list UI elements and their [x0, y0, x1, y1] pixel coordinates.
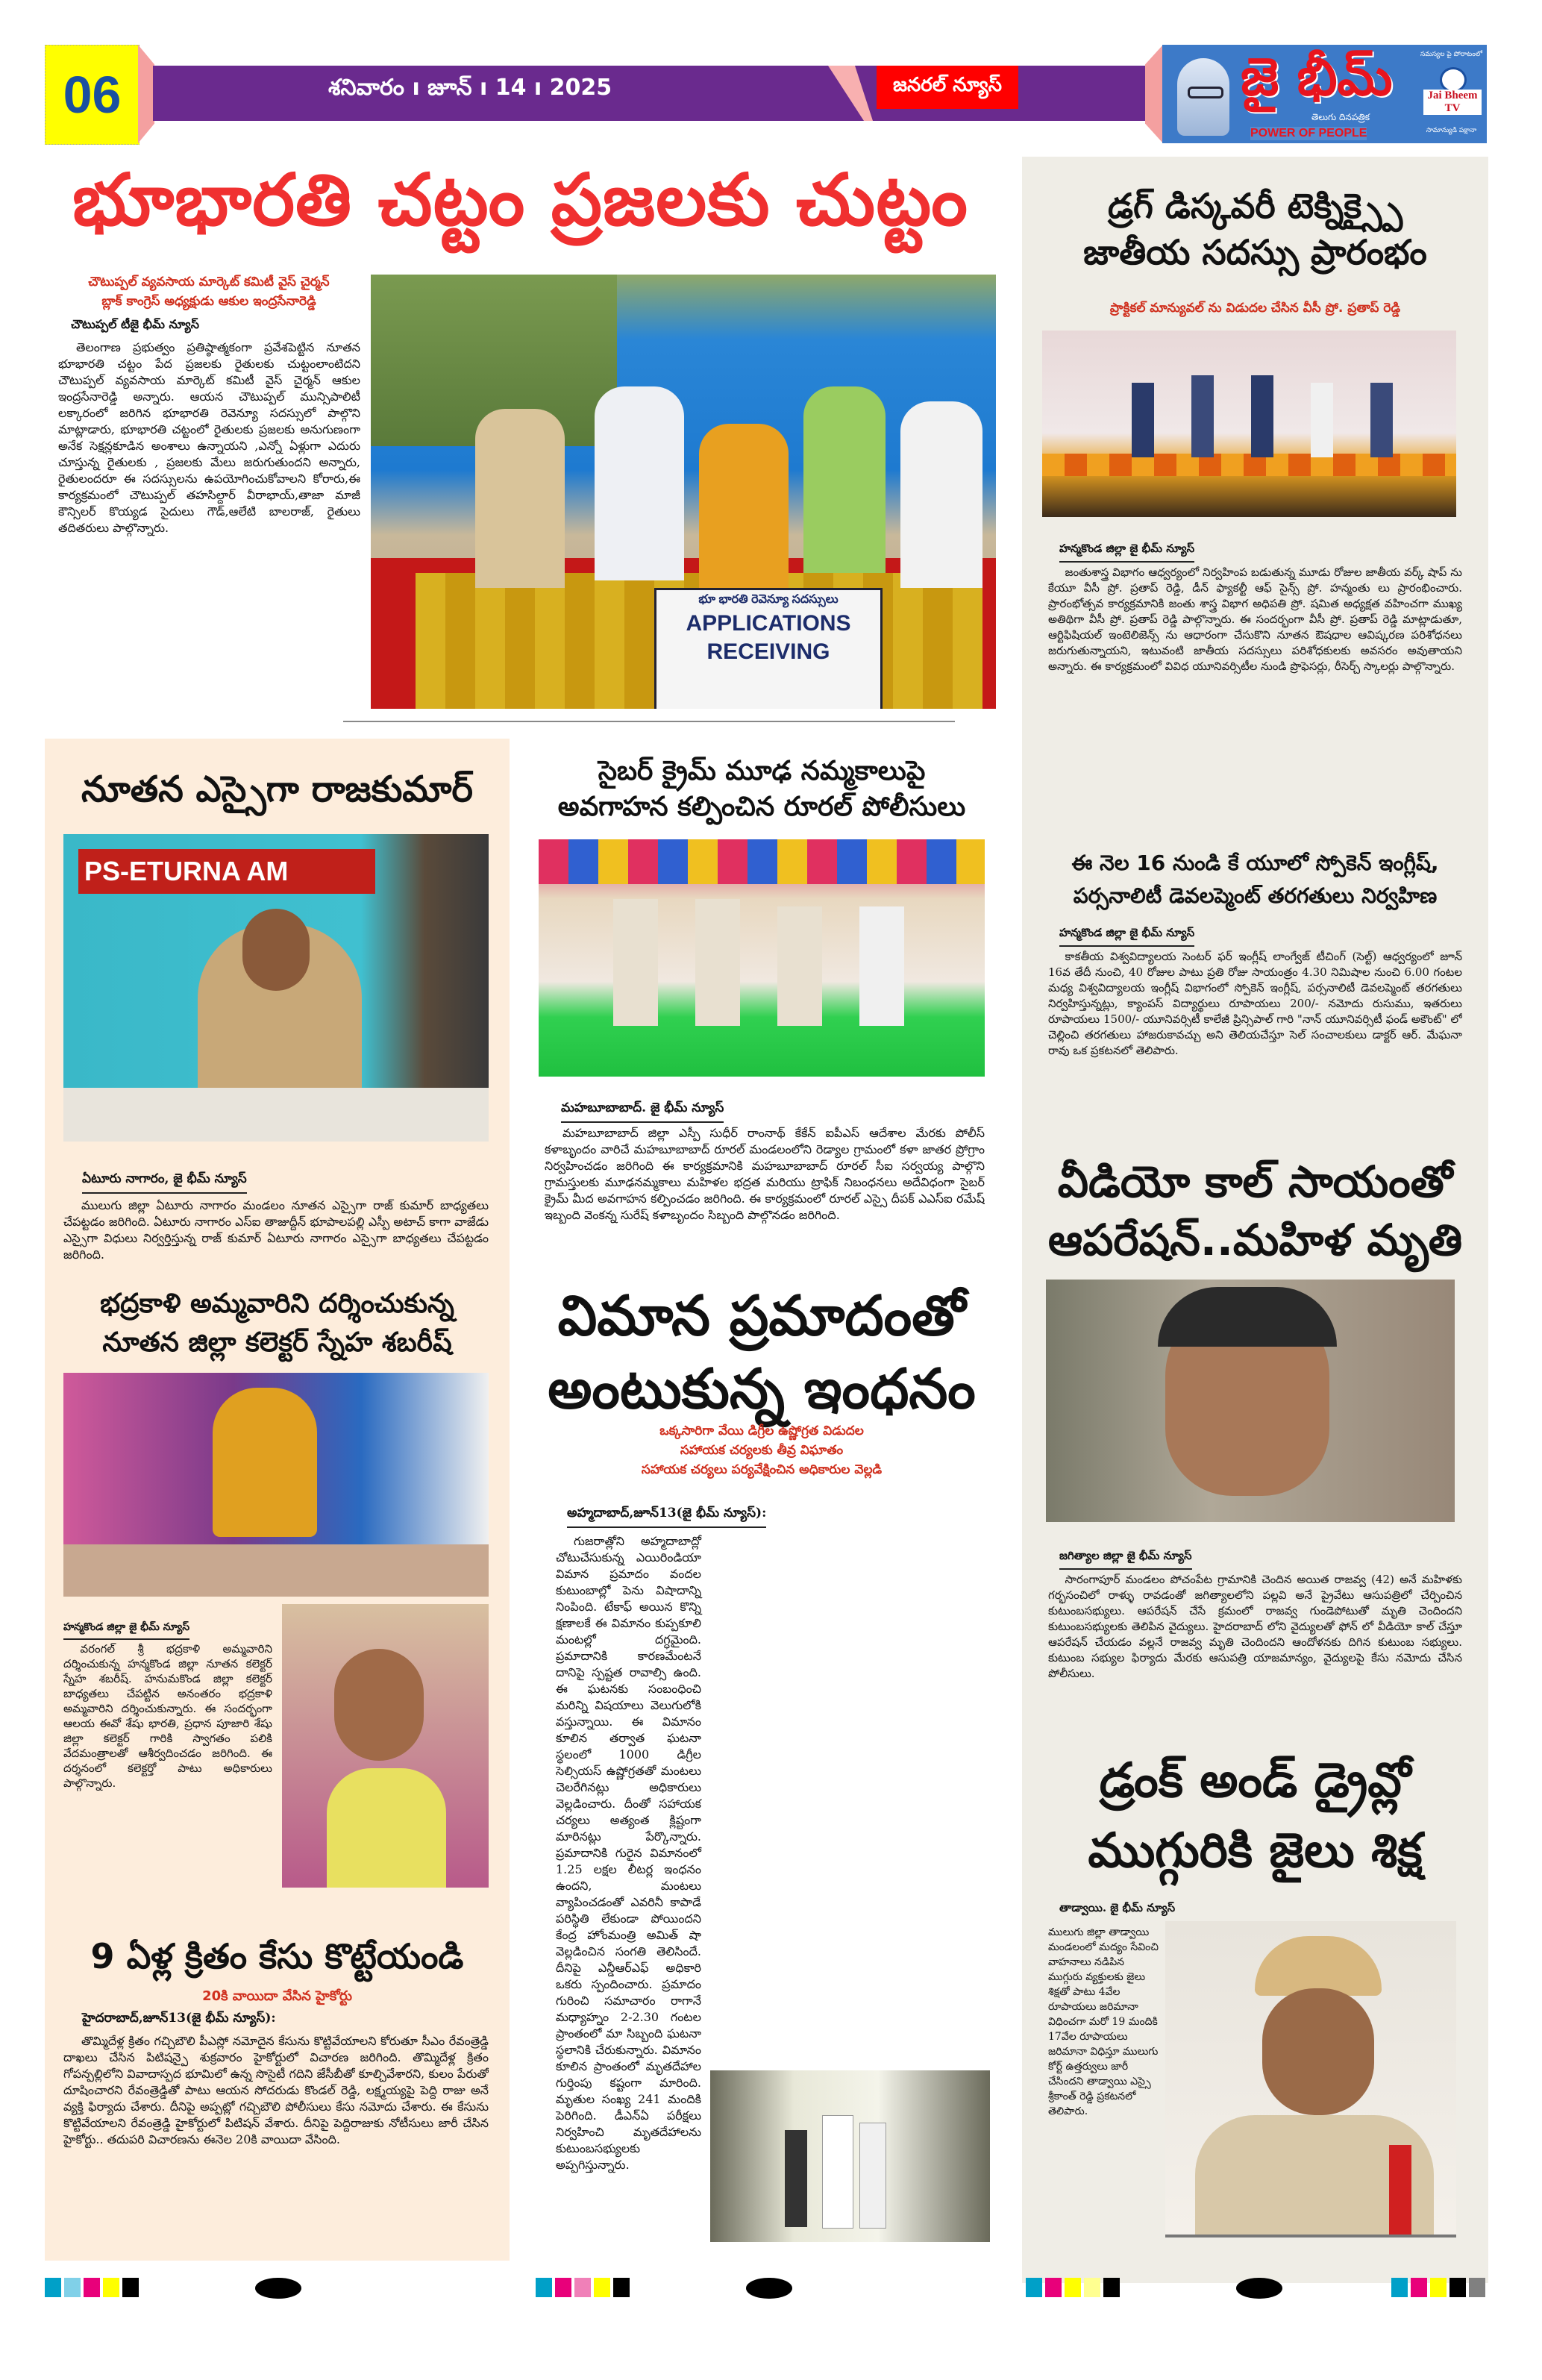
video-headline-2: ఆపరేషన్..మహిళ మృతి — [1047, 1215, 1463, 1265]
page-number: 06 — [45, 45, 140, 145]
cyber-headline — [527, 754, 996, 825]
cyber-dateline: మహబూబాబాద్. జై భీమ్ న్యూస్ — [561, 1100, 724, 1123]
drunk-body — [1048, 1925, 1160, 2246]
collector-photo — [282, 1604, 489, 1888]
lead-body-text: తెలంగాణ ప్రభుత్వం ప్రతిష్ఠాత్మకంగా ప్రవేశపెట్టిన నూతన భూభారతి చట్టం పేద ప్రజలకు రైతులకు చుట్టంలాంటిదని చౌటుప్పల్ వ్యవసాయ మార్కెట్ కమిటీ వైస్ చైర్మన్ ఆకుల ఇంద్రసేనారెడ్డి అన్నారు. ఆయన చౌటుప్పల్ మున్సిపాలిటీ లక్కారంలో జరిగిన భూభారతి రెవెన్యూ సదస్సులో పాల్గొని మాట్లాడారు, భూభారతి చట్టంలో రైతులకు ప్రజలకు అనుగుణంగా అనేక సెక్షన్లకూడిన అంశాలు ఉన్నాయని ,ఎన్నో ఏళ్లుగా ఎదురు చూస్తున్న రైతులకు , ప్రజలకు మేలు జరుగుతుందని అన్నారు, రైతులందరూ ఈ సదస్సులను ఉపయోగించుకోవాలని కోరారు,ఈ కార్యక్రమంలో చౌటుప్పల్ తహసిల్దార్ వీరాభాయ్,తాజా మాజీ కౌన్సిలర్ కొయ్యడ సైదులు గౌడ్,ఆలేటి బాలరాజ్, రైతులు తదితరులు పాల్గొన్నారు. — [58, 340, 360, 535]
plane-dateline: అహ్మదాబాద్,జూన్13(జై భీమ్ న్యూస్): — [567, 1506, 766, 1528]
drunk-headline-2: ముగ్గురికి జైలు శిక్ష — [1088, 1823, 1423, 1879]
logo-tv: Jai Bheem TV — [1423, 90, 1482, 115]
case-dateline: హైదరాబాద్,జూన్13(జై భీమ్ న్యూస్): — [82, 2011, 276, 2026]
si-dateline-wrap — [82, 1171, 247, 1194]
video-headline-1: వీడియో కాల్ సాయంతో — [1057, 1156, 1453, 1207]
color-bar-2 — [536, 2278, 633, 2300]
english-body — [1048, 949, 1462, 1098]
drunk-dateline: తాడ్వాయి. జై భీమ్ న్యూస్ — [1059, 1901, 1176, 1914]
lead-subhead-1: చౌటుప్పల్ వ్యవసాయ మార్కెట్ కమిటీ వైస్ చైర్మన్ — [88, 275, 330, 289]
collector-headline-2: నూతన జిల్లా కలెక్టర్ స్నేహ శబరీష్ — [102, 1327, 452, 1358]
logo-wedge — [1145, 45, 1163, 143]
drunk-body-text: ములుగు జిల్లా తాడ్వాయి మండలంలో మద్యం సేవించి వాహనాలు నడిపిన ముగ్గురు వ్యక్తులకు జైలు శిక్షతో పాటు 4వేల రూపాయలు జరిమానా విధించగా మరో 19 మందికి 17వేల రూపాయలు జరిమానా విధిస్తూ ములుగు కోర్ట్ ఉత్తర్వులు జారీ చేసిందని తాడ్వాయి ఎస్సై శ్రీకాంత్ రెడ్డి ప్రకటనలో తెలిపారు. — [1048, 1926, 1159, 2117]
case-subhead: 20కి వాయిదా వేసిన హైకోర్టు — [202, 1988, 352, 2004]
video-body — [1048, 1572, 1462, 1732]
cyber-headline-1: సైబర్ క్రైమ్ మూఢ నమ్మకాలుపై — [598, 756, 926, 786]
si-dateline: ఏటూరు నాగారం, జై భీమ్ న్యూస్ — [82, 1171, 247, 1194]
logo-name: జై భీమ్ — [1241, 46, 1393, 107]
victim-photo — [1046, 1280, 1455, 1522]
applications-sign — [654, 588, 883, 709]
police-officer-photo — [1165, 1921, 1456, 2237]
drug-headline — [1022, 183, 1488, 275]
plane-subhead-3: సహాయక చర్యలు పర్యవేక్షించిన అధికారుల వెల్లడి — [641, 1462, 883, 1477]
english-dateline: హన్మకొండ జిల్లా జై భీమ్ న్యూస్ — [1059, 926, 1194, 947]
si-photo — [63, 834, 489, 1142]
color-bar-3 — [1026, 2278, 1123, 2300]
english-headline-1: ఈ నెల 16 నుండి కే యూలో స్పోకెన్ ఇంగ్లీష్, — [1071, 851, 1439, 875]
color-bar-1 — [45, 2278, 142, 2300]
collector-body-text: వరంగల్ శ్రీ భద్రకాళి అమ్మవారిని దర్శించుకున్న హన్మకొండ జిల్లా నూతన కలెక్టర్ స్నేహ శబరీష్. హనుమకొండ జిల్లా కలెక్టర్ బాధ్యతలు చేపట్టిన అనంతరం భద్రకాళి అమ్మవారిని దర్శించుకున్నారు. ఈ సందర్భంగా ఆలయ ఈవో శేషు భారతి, ప్రధాన పూజారి శేషు జిల్లా కలెక్టర్ గారికి స్వాగతం పలికి వేదమంత్రాలతో ఆశీర్వదించడం జరిగింది. ఈ దర్శనంలో కలెక్టర్తో పాటు అధికారులు పాల్గొన్నారు. — [63, 1642, 272, 1790]
sign-line-2: APPLICATIONS — [686, 611, 851, 636]
plane-body-text: గుజరాత్లోని అహ్మదాబాద్లో చోటుచేసుకున్న ఎయిరిండియా విమాన ప్రమాదం వందల కుటుంబాల్లో పెను విషాదాన్ని నింపింది. టేకాఫ్ అయిన కొన్ని క్షణాలకే ఈ విమానం కుప్పకూలి మంటల్లో దగ్ధమైంది. ప్రమాదానికి కారణమేంటనే దానిపై స్పష్టత రావాల్సి ఉంది. ఈ ఘటనకు సంబంధించి మరిన్ని విషయాలు వెలుగులోకి వస్తున్నాయి. ఈ విమానం కూలిన తర్వాత ఘటనా స్థలంలో 1000 డిగ్రీల సెల్సియస్ ఉష్ణోగ్రతతో మంటలు చెలరేగినట్లు అధికారులు వెల్లడించారు. దీంతో సహాయక చర్యలు అత్యంత క్లిష్టంగా మారినట్లు పేర్కొన్నారు. ప్రమాదానికి గురైన విమానంలో 1.25 లక్షల లీటర్ల ఇంధనం ఉందని, మంటలు వ్యాపించడంతో ఎవరినీ కాపాడే పరిస్థితి లేకుండా పోయిందని కేంద్ర హోంమంత్రి అమిత్ షా వెల్లడించిన సంగతి తెలిసిందే. దీనిపై ఎన్డీఆర్ఎఫ్ అధికారి ఒకరు స్పందించారు. ప్రమాదం గురించి సమాచారం రాగానే మధ్యాహ్నం 2-2.30 గంటల ప్రాంతంలో మా సిబ్బంది ఘటనా స్థలానికి చేరుకున్నారు. విమానం కూలిన ప్రాంతంలో మృతదేహాల గుర్తింపు కష్టంగా మారింది. మృతుల సంఖ్య 241 మందికి పెరిగింది. డీఎన్ఏ పరీక్షలు నిర్వహించి మృతదేహాలను కుటుంబసభ్యులకు అప్పగిస్తున్నారు. — [556, 1534, 701, 2172]
registration-mark-2 — [746, 2278, 792, 2299]
registration-mark-1 — [255, 2278, 301, 2299]
plane-subhead-1: ఒక్కసారిగా వేయి డిగ్రీల ఉష్ణోగ్రత విడుదల — [659, 1424, 864, 1438]
hospital-corridor-photo — [710, 2070, 990, 2242]
video-headline — [1022, 1153, 1488, 1269]
case-body-text: తొమ్మిదేళ్ల క్రితం గచ్చిబౌలి పీఎస్లో నమోదైన కేసును కొట్టివేయాలని కోరుతూ సీఎం రేవంత్రెడ్డి దాఖలు చేసిన పిటిషన్పై శుక్రవారం హైకోర్టులో విచారణ జరిగింది. తొమ్మిదేళ్ల క్రితం గోపన్పల్లిలోని వివాదాస్పద భూమిలో ఉన్న సొసైటీ గదిని జేసీబీతో కూల్చివేశారని, కులం పేరుతో దూషించారని రేవంత్రెడ్డితో పాటు ఆయన సోదరుడు కొండల్ రెడ్డి, లక్ష్మయ్యపై పెద్ది రాజు అనే వ్యక్తి ఫిర్యాదు చేశారు. దీనిపై అప్పట్లో గచ్చిబౌలి పోలీసులు కేసు నమోదు చేశారు. ఈ కేసును కొట్టివేయాలని రేవంత్రెడ్డి హైకోర్టులో పిటిషన్ వేశారు. దీనిపై పెద్దిరాజుకు నోటీసులు జారీ చేసిన హైకోర్టు.. తదుపరి విచారణను ఈనెల 20కి వాయిదా వేసింది. — [63, 2034, 489, 2146]
sign-line-1: భూ భారతి రెవెన్యూ సదస్సులు — [698, 593, 839, 606]
logo-subtitle: తెలుగు దినపత్రిక — [1311, 112, 1370, 122]
divider — [343, 721, 955, 722]
emblem-icon — [1440, 67, 1467, 93]
registration-mark-3 — [1236, 2278, 1282, 2299]
logo-side-top: సమస్యల పై పోరాటంలో — [1420, 51, 1483, 58]
lead-subhead-2: బ్లాక్ కాంగ్రెస్ అధ్యక్షుడు ఆకుల ఇంద్రసేనారెడ్డి — [101, 294, 316, 309]
cyber-photo — [539, 839, 985, 1077]
drug-dateline: హన్మకొండ జిల్లా జై భీమ్ న్యూస్ — [1059, 542, 1194, 563]
newspaper-logo — [1162, 45, 1487, 143]
plane-subhead-2: సహాయక చర్యలకు తీవ్ర విఘాతం — [680, 1443, 844, 1458]
police-station-sign: PS-ETURNA AM — [78, 849, 375, 894]
drunk-headline — [1022, 1746, 1488, 1886]
ambedkar-portrait — [1177, 58, 1229, 136]
cyber-body-text: మహబూబాబాద్ జిల్లా ఎస్పీ సుధీర్ రాంనాథ్ కేకేన్ ఐపీఎస్ ఆదేశాల మేరకు పోలీస్ కళాబృందం వారిచే మహబూబాబాద్ రూరల్ మండలంలోని రెడ్యాల గ్రామంలో కళా జాతర ప్రోగ్రాం నిర్వహించడం జరిగింది ఈ కార్యక్రమానికి మహబూబాబాద్ రూరల్ సీఐ సర్వయ్య పాల్గొని గ్రామస్తులకు మూఢనమ్మకాలు మహిళల భద్రత మరియు ట్రాఫిక్ నిబంధనలు అదేవిధంగా సైబర్ క్రైమ్ మీద అవగాహన కల్పించడం జరిగింది. ఈ కార్యక్రమంలో రూరల్ ఎస్సై దీపక్ ఎఎస్ఐ రమేష్ ఇబ్బంది వెంకన్న సురేష్ కళాబృందం సిబ్బంది పాల్గొనడం జరిగింది. — [545, 1126, 985, 1222]
cyber-body — [545, 1125, 985, 1259]
collector-body — [63, 1641, 272, 1910]
collector-headline-1: భద్రకాళి అమ్మవారిని దర్శించుకున్న — [100, 1288, 454, 1319]
case-headline: 9 ఏళ్ల క్రితం కేసు కొట్టేయండి — [90, 1936, 464, 1976]
lead-subhead — [52, 272, 366, 311]
drug-headline-1: డ్రగ్ డిస్కవరీ టెక్నిక్స్పై — [1107, 186, 1403, 226]
page-number-wedge — [138, 45, 154, 143]
english-headline-2: పర్సనాలిటీ డెవలప్మెంట్ తరగతులు నిర్వహిణ — [1073, 883, 1438, 908]
lead-photo — [371, 275, 996, 709]
logo-side-bottom: సామాన్యుడి పక్షానా — [1426, 127, 1477, 134]
drug-headline-2: జాతీయ సదస్సు ప్రారంభం — [1083, 232, 1427, 272]
drug-body — [1048, 565, 1462, 826]
issue-date: శనివారం ı జూన్ ı 14 ı 2025 — [328, 75, 612, 101]
section-label: జనరల్ న్యూస్ — [877, 66, 1018, 109]
si-headline: నూతన ఎస్సైగా రాజకుమార్ — [81, 768, 473, 810]
video-body-text: సారంగాపూర్ మండలం పోచంపేట గ్రామానికి చెందిన అయిత రాజవ్వ (42) అనే మహిళకు గర్భసంచిలో రాళ్ళు రావడంతో జగిత్యాలలోని పల్లవి అనే ప్రైవేటు ఆసుపత్రిలో చేర్పించిన కుటుంబసభ్యులు. ఆపరేషన్ చేసే క్రమంలో రాజవ్వ గుండెపోటుతో మృతి చెందిందని కుటుంబసభ్యులకు తెలిపిన వైద్యులు. హైదరాబాద్ లోని వైద్యులతో ఫోన్ లో వీడియో కాల్ చేస్తూ ఆపరేషన్ చేయడం వల్లనే రాజవ్వ మృతి చెందిందని ఆందోళనకు దిగిన కుటుంబ సభ్యులు. కుటుంబ సభ్యుల ఫిర్యాదు మేరకు ఆసుపత్రి యాజమాన్యం, వైద్యులపై కేసు నమోదు చేసిన పోలీసులు. — [1048, 1573, 1462, 1680]
case-body — [63, 2033, 489, 2212]
color-bar-4 — [1391, 2278, 1488, 2300]
english-body-text: కాకతీయ విశ్వవిద్యాలయ సెంటర్ ఫర్ ఇంగ్లీష్ లాంగ్వేజ్ టీచింగ్ (సెల్ట్) ఆధ్వర్యంలో జూన్ 16వ తేదీ నుంచి, 40 రోజుల పాటు ప్రతి రోజు సాయంత్రం 4.30 నిమిషాల నుంచి 6.00 గంటల మధ్య విశ్వవిద్యాలయ ఇంగ్లీష్ విభాగంలో స్పోకెన్ ఇంగ్లీష్, పర్సనాలిటీ డెవలప్మెంట్ తరగతులు నిర్వహిస్తున్నట్లు, క్యాంపస్ విద్యార్థులు రూపాయలు 200/- నమోదు రుసుము, ఇతరులు రూపాయలు 1500/- యూనివర్సిటీ కాలేజీ ప్రిన్సిపాల్ గారి "నాన్ యూనివర్సిటీ ఫండ్ అకౌంట్" లో చెల్లించి తరగతులు హాజరుకావచ్చు అని తెలియచేస్తూ సెల్ సంచాలకులు డాక్టర్ ఆర్. మేఘనా రావు ఒక ప్రకటనలో తెలిపారు. — [1048, 950, 1462, 1057]
seminar-photo — [1042, 331, 1456, 517]
sign-line-3: RECEIVING — [706, 639, 830, 664]
english-headline — [1022, 847, 1488, 912]
drunk-headline-1: డ్రంక్ అండ్ డ్రైవ్లో — [1099, 1753, 1411, 1809]
logo-tagline: POWER OF PEOPLE — [1250, 127, 1367, 140]
lead-body — [58, 339, 360, 709]
collector-headline — [45, 1285, 510, 1362]
cyber-headline-2: అవగాహన కల్పించిన రూరల్ పోలీసులు — [557, 792, 966, 822]
plane-headline-2: అంటుకున్న ఇంధనం — [548, 1357, 976, 1421]
plane-headline-1: విమాన ప్రమాదంతో — [557, 1284, 966, 1348]
plane-subheads — [527, 1421, 996, 1479]
lead-dateline: చౌటుప్పల్ టీజై భీమ్ న్యూస్ — [71, 317, 199, 331]
drug-body-text: జంతుశాస్త్ర విభాగం ఆధ్వర్యంలో నిర్వహింప బడుతున్న మూడు రోజుల జాతీయ వర్క్ షాప్ ను కేయూ వీసీ ప్రో. ప్రతాప్ రెడ్డి, డీన్ ఫ్యాకల్టీ ఆఫ్ సైన్స్ ప్రో. హన్మంతు లు ప్రారంభించారు. ప్రారంభోత్సవ కార్యక్రమానికి జంతు శాస్త్ర విభాగ అధిపతి ప్రో. షమిత అధ్యక్షత వహించగా ముఖ్య అతిథిగా వీసీ ప్రో. ప్రతాప్ రెడ్డి పాల్గొన్నారు. ఈ సందర్భంగా వీసీ ప్రో. ప్రతాప్ రెడ్డి మాట్లాడుతూ, ఆర్టిఫిషియల్ ఇంటెలిజెన్స్ ను ఆధారంగా చేసుకొని నూతన ఔషధాల ఆవిష్కరణ పరిశోధనలు జరుగుతున్నాయని, ఇటువంటి జాతీయ సదస్సులు పరిశోధకులకు అవసరం అవుతాయని అన్నారు. ఈ కార్యక్రమంలో వివిధ యూనివర్సిటీల నుండి ప్రొఫెసర్లు, రీసెర్చ్ స్కాలర్లు పాల్గొన్నారు. — [1048, 566, 1462, 673]
si-body — [63, 1197, 489, 1280]
temple-photo — [63, 1373, 489, 1597]
si-body-text: ములుగు జిల్లా ఏటూరు నాగారం మండలం నూతన ఎస్సైగా రాజ్ కుమార్ బాధ్యతలు చేపట్టడం జరిగింది. ఏటూరు నాగారం ఎస్ఐ తాజుద్దీన్ భూపాలపల్లి ఎస్పీ అటాచ్ కాగా వాజేడు ఎస్సైగా విధులు నిర్వర్తిస్తున్న రాజ్ కుమార్ ఏటూరు నాగారం ఎస్సైగా బాధ్యతలు చేపట్టడం జరిగింది. — [63, 1198, 489, 1262]
video-dateline: జగిత్యాల జిల్లా జై భీమ్ న్యూస్ — [1059, 1549, 1192, 1570]
lead-headline: భూభారతి చట్టం ప్రజలకు చుట్టం — [72, 158, 968, 242]
plane-headline — [527, 1280, 996, 1426]
collector-dateline: హన్మకొండ జిల్లా జై భీమ్ న్యూస్ — [63, 1621, 189, 1640]
drug-subhead: ప్రాక్టికల్ మాన్యువల్ ను విడుదల చేసిన వీసీ ప్రో. ప్రతాప్ రెడ్డి — [1109, 301, 1401, 316]
